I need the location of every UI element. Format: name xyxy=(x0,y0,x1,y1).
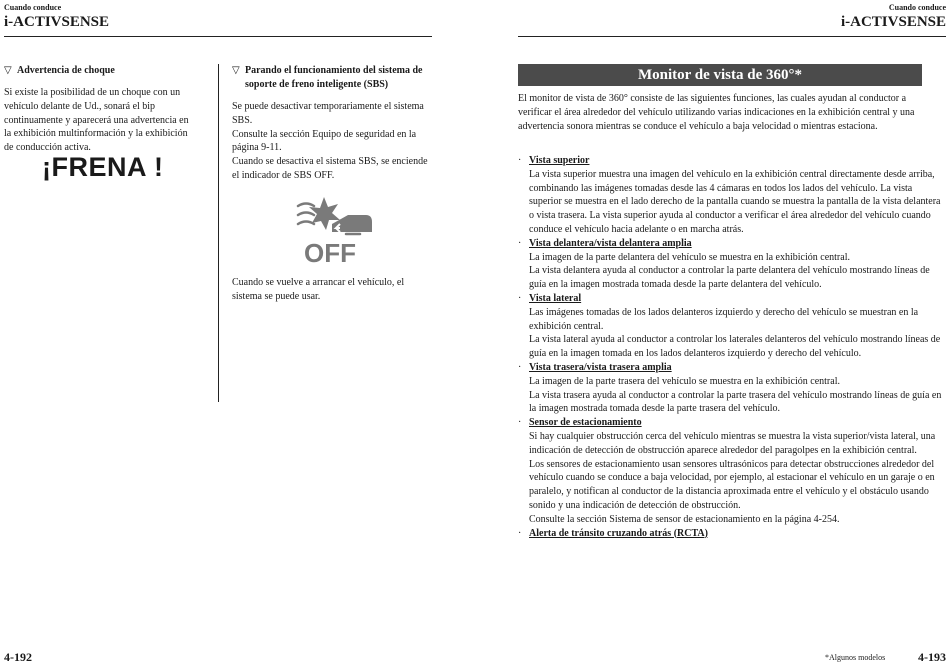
feature-item xyxy=(518,527,946,541)
column-divider xyxy=(218,64,219,402)
bullet-dot: · xyxy=(518,292,522,304)
bullet-dot: · xyxy=(518,417,522,429)
feature-description: La vista trasera ayuda al conductor a controlar la parte trasera del vehículo mostrando líneas de guía en la imagen mostrada tomada desde la parte trasera del vehículo. xyxy=(529,389,942,415)
feature-item xyxy=(518,292,946,306)
collision-warning-heading xyxy=(4,64,198,78)
feature-description: La vista superior muestra una imagen del vehículo en la exhibición central directamente desde arriba, combinando las imágenes tomadas desde las 4 cámaras en todos los lados del vehículo. La vista superior se muestra en el lado derecho de la pantalla cuando se muestra la pantalla de la vista delantera o vista trasera. La vista superior ayuda al conductor a verificar el área alrededor del vehículo cuando conduce el vehículo hacia adelante o en marcha atrás. xyxy=(529,168,941,235)
header-rule xyxy=(4,36,432,37)
sbs-para-4: Cuando se vuelve a arrancar el vehículo, el sistema se puede usar. xyxy=(232,276,405,302)
sbs-off-icon xyxy=(292,194,374,266)
header-rule xyxy=(518,36,946,37)
collision-warning-title: Advertencia de choque xyxy=(17,65,115,76)
feature-description: La vista delantera ayuda al conductor a controlar la parte delantera del vehículo mostrando líneas de guía en la imagen mostrada tomada desde la parte delantera del vehículo. xyxy=(529,265,930,291)
feature-description: Las imágenes tomadas de los lados delanteros izquierdo y derecho del vehículo se muestran en la exhibición central. xyxy=(529,306,919,332)
feature-description: Los sensores de estacionamiento usan sensores ultrasónicos para detectar obstrucciones alrededor del vehículo cuando se conduce a baja velocidad, por ejemplo, al estacionar el vehículo en un garaje o en paralelo, y notifican al conductor de la distancia aproximada entre el vehículo y el obstáculo usando sonido y una indicación de detección de obstrucción. xyxy=(529,458,935,511)
feature-item xyxy=(518,154,946,168)
bullet-dot: · xyxy=(518,361,522,373)
left-page xyxy=(0,0,475,662)
bullet-dot: · xyxy=(518,527,522,539)
bullet-dot: · xyxy=(518,155,522,166)
feature-description: La imagen de la parte delantera del vehículo se muestra en la exhibición central. xyxy=(529,251,850,263)
section-title: Monitor de vista de 360°* xyxy=(518,64,922,86)
feature-description: Si hay cualquier obstrucción cerca del vehículo mientras se muestra la vista superior/vista lateral, una indicación de detección de obstrucción aparece alrededor del paragolpes en la exhibición central. xyxy=(529,430,936,456)
feature-item xyxy=(518,416,946,430)
right-page xyxy=(475,0,950,662)
feature-description: Consulte la sección Sistema de sensor de estacionamiento en la página 4-254. xyxy=(529,513,840,525)
sbs-para-2: Consulte la sección Equipo de seguridad en la página 9-11. xyxy=(232,128,417,154)
page-number-left: 4-192 xyxy=(4,650,32,664)
feature-description: La imagen de la parte trasera del vehículo se muestra en la exhibición central. xyxy=(529,375,840,387)
collision-warning-text: Si existe la posibilidad de un choque con un vehículo delante de Ud., sonará el bip continuamente y aparecerá una advertencia en la exhibición multinformación y la exhibición de conducción activa. xyxy=(4,87,189,154)
chapter-title: i-ACTIVSENSE xyxy=(4,14,110,30)
feature-label: Vista superior xyxy=(529,155,590,166)
section-label: Cuando conduce xyxy=(888,3,946,12)
sbs-heading xyxy=(232,64,434,92)
chapter-title: i-ACTIVSENSE xyxy=(840,14,946,30)
feature-label: Alerta de tránsito cruzando atrás (RCTA) xyxy=(529,527,708,539)
feature-label: Vista delantera/vista delantera amplia xyxy=(529,237,692,249)
footnote: *Algunos modelos xyxy=(825,653,886,662)
feature-label: Vista lateral xyxy=(529,292,582,304)
sbs-column xyxy=(232,64,434,303)
sbs-para-1: Se puede desactivar temporariamente el sistema SBS. xyxy=(232,101,424,126)
collision-warning-column xyxy=(4,64,198,182)
feature-item xyxy=(518,237,946,251)
feature-item xyxy=(518,361,946,375)
bullet-dot: · xyxy=(518,237,522,249)
sbs-para-3: Cuando se desactiva el sistema SBS, se enciende el indicador de SBS OFF. xyxy=(232,156,428,181)
feature-description: La vista lateral ayuda al conductor a controlar los laterales delanteros del vehículo mostrando líneas de guía en la imagen tomada en los lados delanteros izquierdo y derecho del vehículo. xyxy=(529,334,941,360)
sbs-off-icon-text: OFF xyxy=(304,237,356,266)
triangle-bullet-icon: ▽ xyxy=(4,65,12,76)
feature-label: Vista trasera/vista trasera amplia xyxy=(529,361,672,373)
section-label: Cuando conduce xyxy=(4,3,62,12)
triangle-bullet-icon: ▽ xyxy=(232,65,240,76)
intro-text: El monitor de vista de 360° consiste de las siguientes funciones, las cuales ayudan al conductor a verificar el área alrededor del vehículo utilizando varias indicaciones en la exhibición central y una advertencia sonora mientras se conduce el vehículo a baja velocidad o mientras estaciona. xyxy=(518,93,915,132)
sbs-title: Parando el funcionamiento del sistema de soporte de freno inteligente (SBS) xyxy=(245,65,423,90)
page-number-right: 4-193 xyxy=(918,650,946,664)
feature-list xyxy=(518,154,946,540)
brake-warning-display: ¡FRENA ! xyxy=(42,151,164,182)
feature-label: Sensor de estacionamiento xyxy=(529,417,642,429)
